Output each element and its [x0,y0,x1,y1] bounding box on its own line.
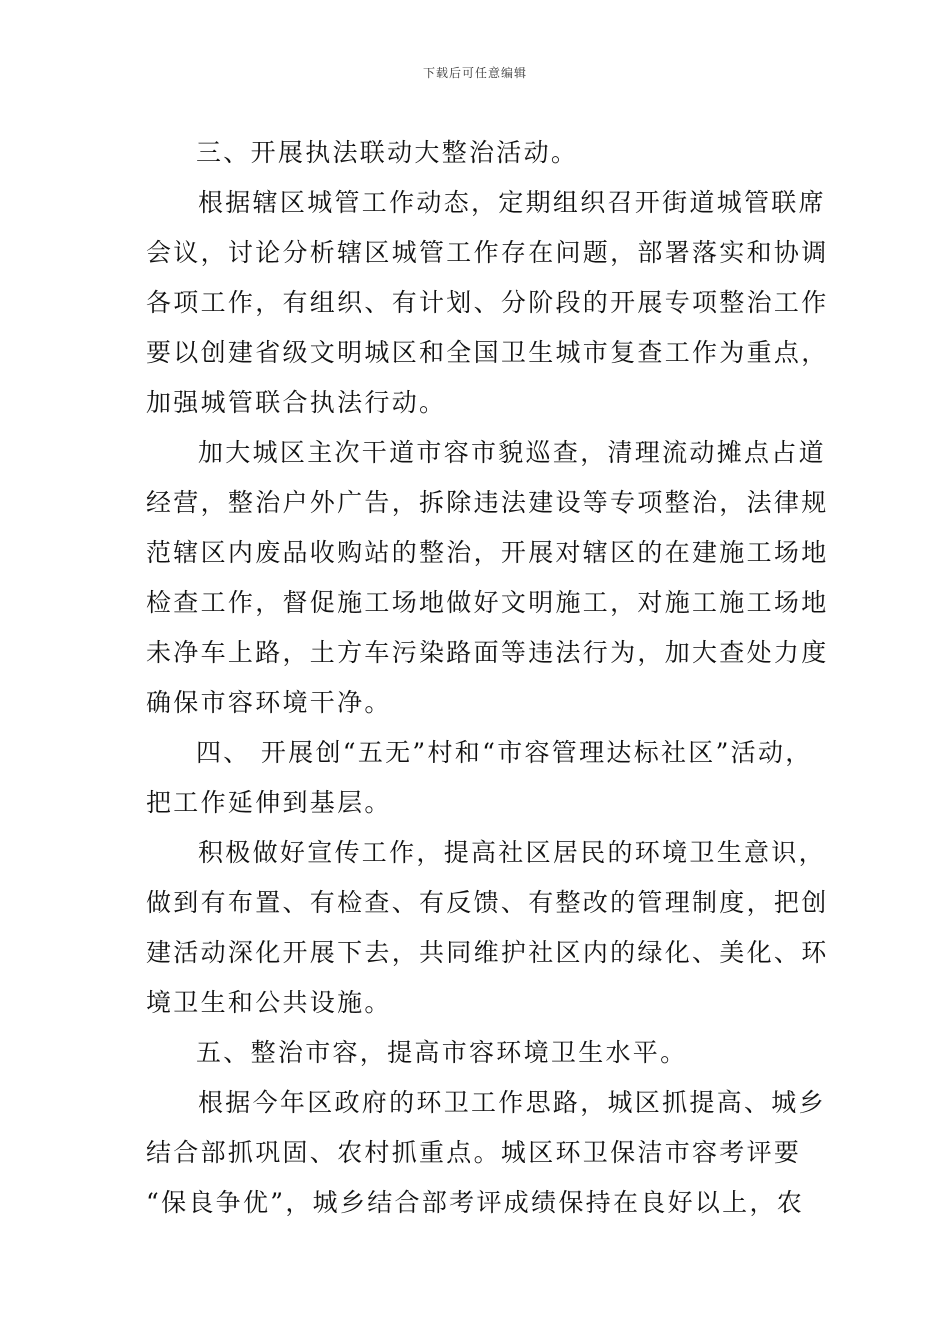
paragraph-line: 加强城管联合执法行动。 [146,388,447,417]
paragraph-line: 范辖区内废品收购站的整治，开展对辖区的在建施工场地 [146,538,829,567]
paragraph-line: 境卫生和公共设施。 [146,988,392,1017]
paragraph-line: 根据辖区城管工作动态，定期组织召开街道城管联席 [198,188,826,217]
section-heading-3: 三、开展执法联动大整治活动。 [196,138,579,167]
paragraph-line: 经营，整治户外广告，拆除违法建设等专项整治，法律规 [146,488,829,517]
paragraph-line: 做到有布置、有检查、有反馈、有整改的管理制度，把创 [146,888,829,917]
section-heading-4: 四、 开展创“五无”村和“市容管理达标社区”活动， [196,738,813,767]
paragraph-line: 建活动深化开展下去，共同维护社区内的绿化、美化、环 [146,938,829,967]
paragraph-line: 会议，讨论分析辖区城管工作存在问题，部署落实和协调 [146,238,829,267]
paragraph-line: 各项工作，有组织、有计划、分阶段的开展专项整治工作 [146,288,829,317]
paragraph-line: 要以创建省级文明城区和全国卫生城市复查工作为重点， [146,338,829,367]
paragraph-line: 积极做好宣传工作，提高社区居民的环境卫生意识， [198,838,826,867]
paragraph-line: 把工作延伸到基层。 [146,788,392,817]
paragraph-line: 根据今年区政府的环卫工作思路，城区抓提高、城乡 [198,1088,826,1117]
paragraph-line: 结合部抓巩固、农村抓重点。城区环卫保洁市容考评要 [146,1138,802,1167]
paragraph-line: 确保市容环境干净。 [146,688,392,717]
document-body [146,128,829,1228]
header-note: 下载后可任意编辑 [422,66,527,80]
paragraph-line: “保良争优”，城乡结合部考评成绩保持在良好以上，农 [146,1188,805,1217]
paragraph-line: 未净车上路，土方车污染路面等违法行为，加大查处力度 [146,638,829,667]
paragraph-line: 检查工作，督促施工场地做好文明施工，对施工施工场地 [146,588,829,617]
section-heading-5: 五、整治市容，提高市容环境卫生水平。 [196,1038,688,1067]
paragraph-line: 加大城区主次干道市容市貌巡查，清理流动摊点占道 [198,438,826,467]
